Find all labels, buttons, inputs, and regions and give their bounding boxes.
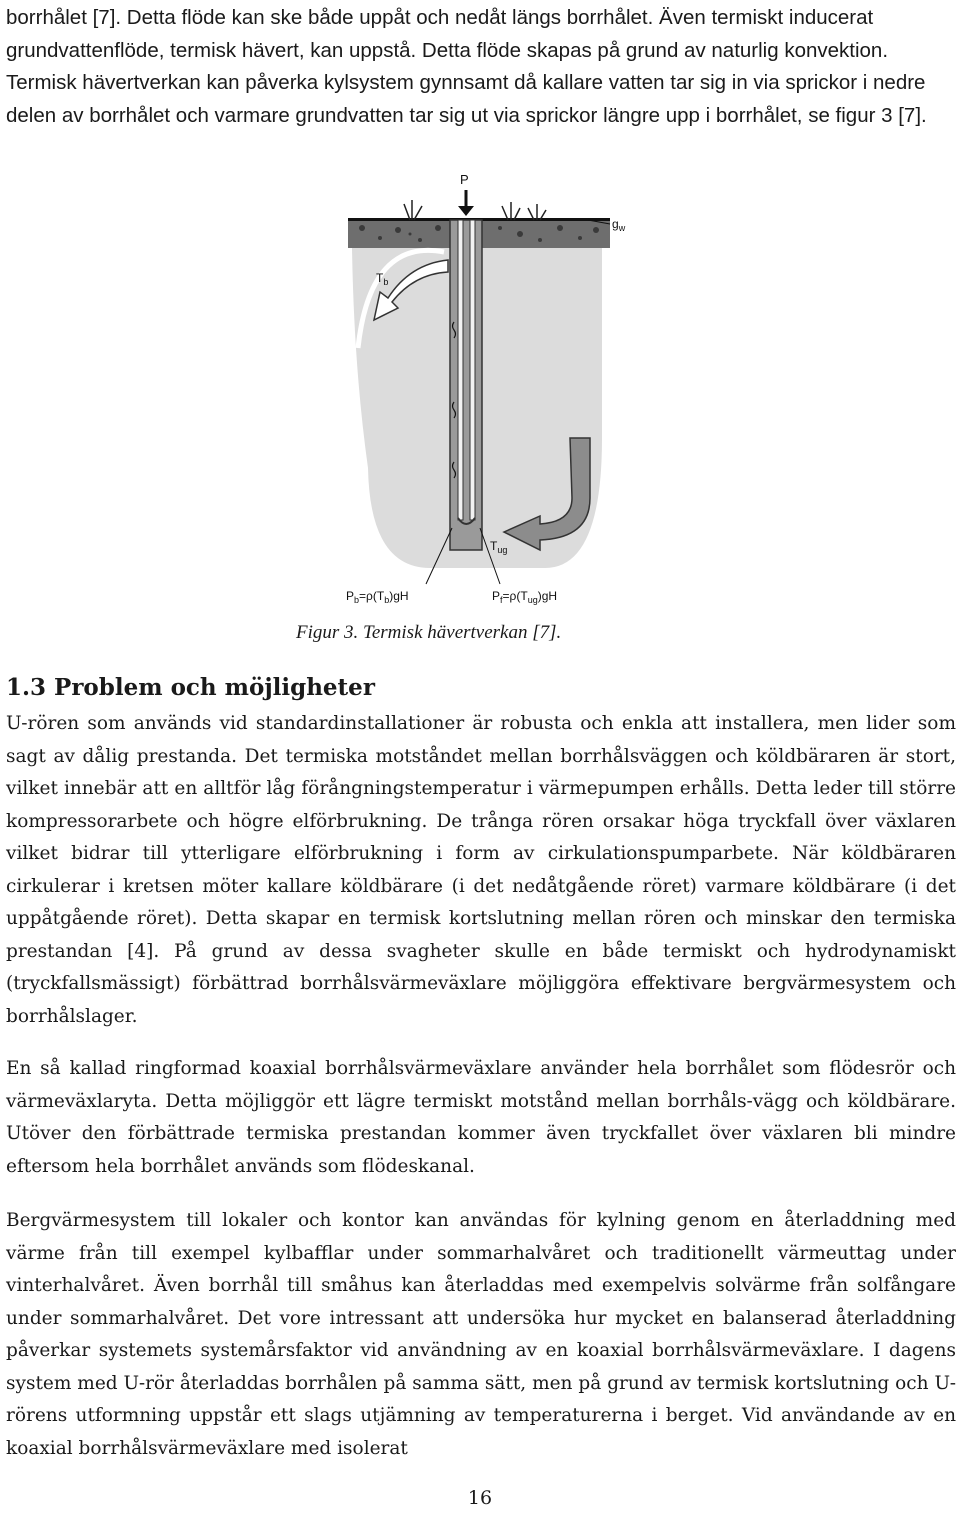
thermal-siphon-figure [340,168,630,610]
pf-formula: $P_f=\rho(T_{ug})gH$ [492,589,558,605]
figure-caption: Figur 3. Termisk hävertverkan [7]. [296,622,562,643]
pressure-label: P [460,172,469,187]
page-number: 16 [467,1487,493,1509]
groundwater-label: $g_w$ [612,217,626,233]
u-tube-up-pipe [470,220,475,520]
borehole [450,220,482,550]
u-tube-down-pipe [458,220,463,520]
thermal-siphon-diagram [340,168,630,610]
pb-formula: $P_b=\rho(T_b)gH$ [346,589,409,605]
underground-temp-label: $T_{ug}$ [490,539,508,555]
body-paragraph: U-rören som används vid standardinstallationer är robusta och enkla att installera, men lider som sagt av dålig prestanda. Det termiska motståndet mellan borrhålsväggen och köldbäraren är stort, vilket innebär att en alltför låg förångningstemperatur i värmepumpen erhålls. Detta leder till större kompressorarbete och högre elförbrukning. De trånga rören orsakar höga tryckfall över växlaren vilket bidrar till ytterligare elförbrukning i form av cirkulationspumparbete. När köldbäraren cirkulerar i kretsen möter kallare köldbärare (i det nedåtgående röret) varmare köldbärare (i det uppåtgående röret). Detta skapar en termisk kortslutning mellan rören och minskar den termiska prestandan [4]. På grund av dessa svagheter skulle en både termiskt och hydrodynamiskt (tryckfallsmässigt) förbättrad borrhålsvärmeväxlare möjliggöra effektivare bergvärmesystem och borrhålslager. [6,713,956,1027]
borehole-temp-label: $T_b$ [376,271,389,287]
grass-tufts [404,200,546,220]
intro-paragraph: borrhålet [7]. Detta flöde kan ske både uppåt och nedåt längs borrhålet. Även termiskt inducerat grundvattenflöde, termisk hävert, kan uppstå. Detta flöde skapas på grund av naturlig konvektion. Termisk hävertverkan kan påverka kylsystem gynnsamt då kallare vatten tar sig in via sprickor i nedre delen av borrhålet och varmare grundvatten tar sig ut via sprickor längre upp i borrhålet, se figur 3 [7]. [6,6,927,127]
pressure-arrowhead [458,206,474,216]
section-heading: 1.3 Problem och möjligheter [6,674,375,701]
body-paragraph: Bergvärmesystem till lokaler och kontor kan användas för kylning genom en återladdning med värme från till exempel kylbafflar under sommarhalvåret och traditionellt värmeuttag under vinterhalvåret. Även borrhål till småhus kan återladdas med exempelvis solvärme från solfångare under sommarhalvåret. Det vore intressant att undersöka hur mycket en balanserad återladdning påverkar systemets systemårsfaktor vid användning av en koaxial borrhålsvärmeväxlare. I dagens system med U-rör återladdas borrhålen på samma sätt, men på grund av termisk kortslutning och U-rörens utformning uppstår ett slags utjämning av temperaturerna i berget. Vid användande av en koaxial borrhålsvärmeväxlare med isolerat [6,1210,956,1459]
body-paragraph: En så kallad ringformad koaxial borrhålsvärmeväxlare använder hela borrhålet som flödesrör och värmeväxlaryta. Detta möjliggör ett lägre termiskt motstånd mellan borrhåls-vägg och köldbärare. Utöver den förbättrade termiska prestandan kommer även tryckfallet över växlaren bli mindre eftersom hela borrhålet används som flödeskanal. [6,1058,956,1177]
